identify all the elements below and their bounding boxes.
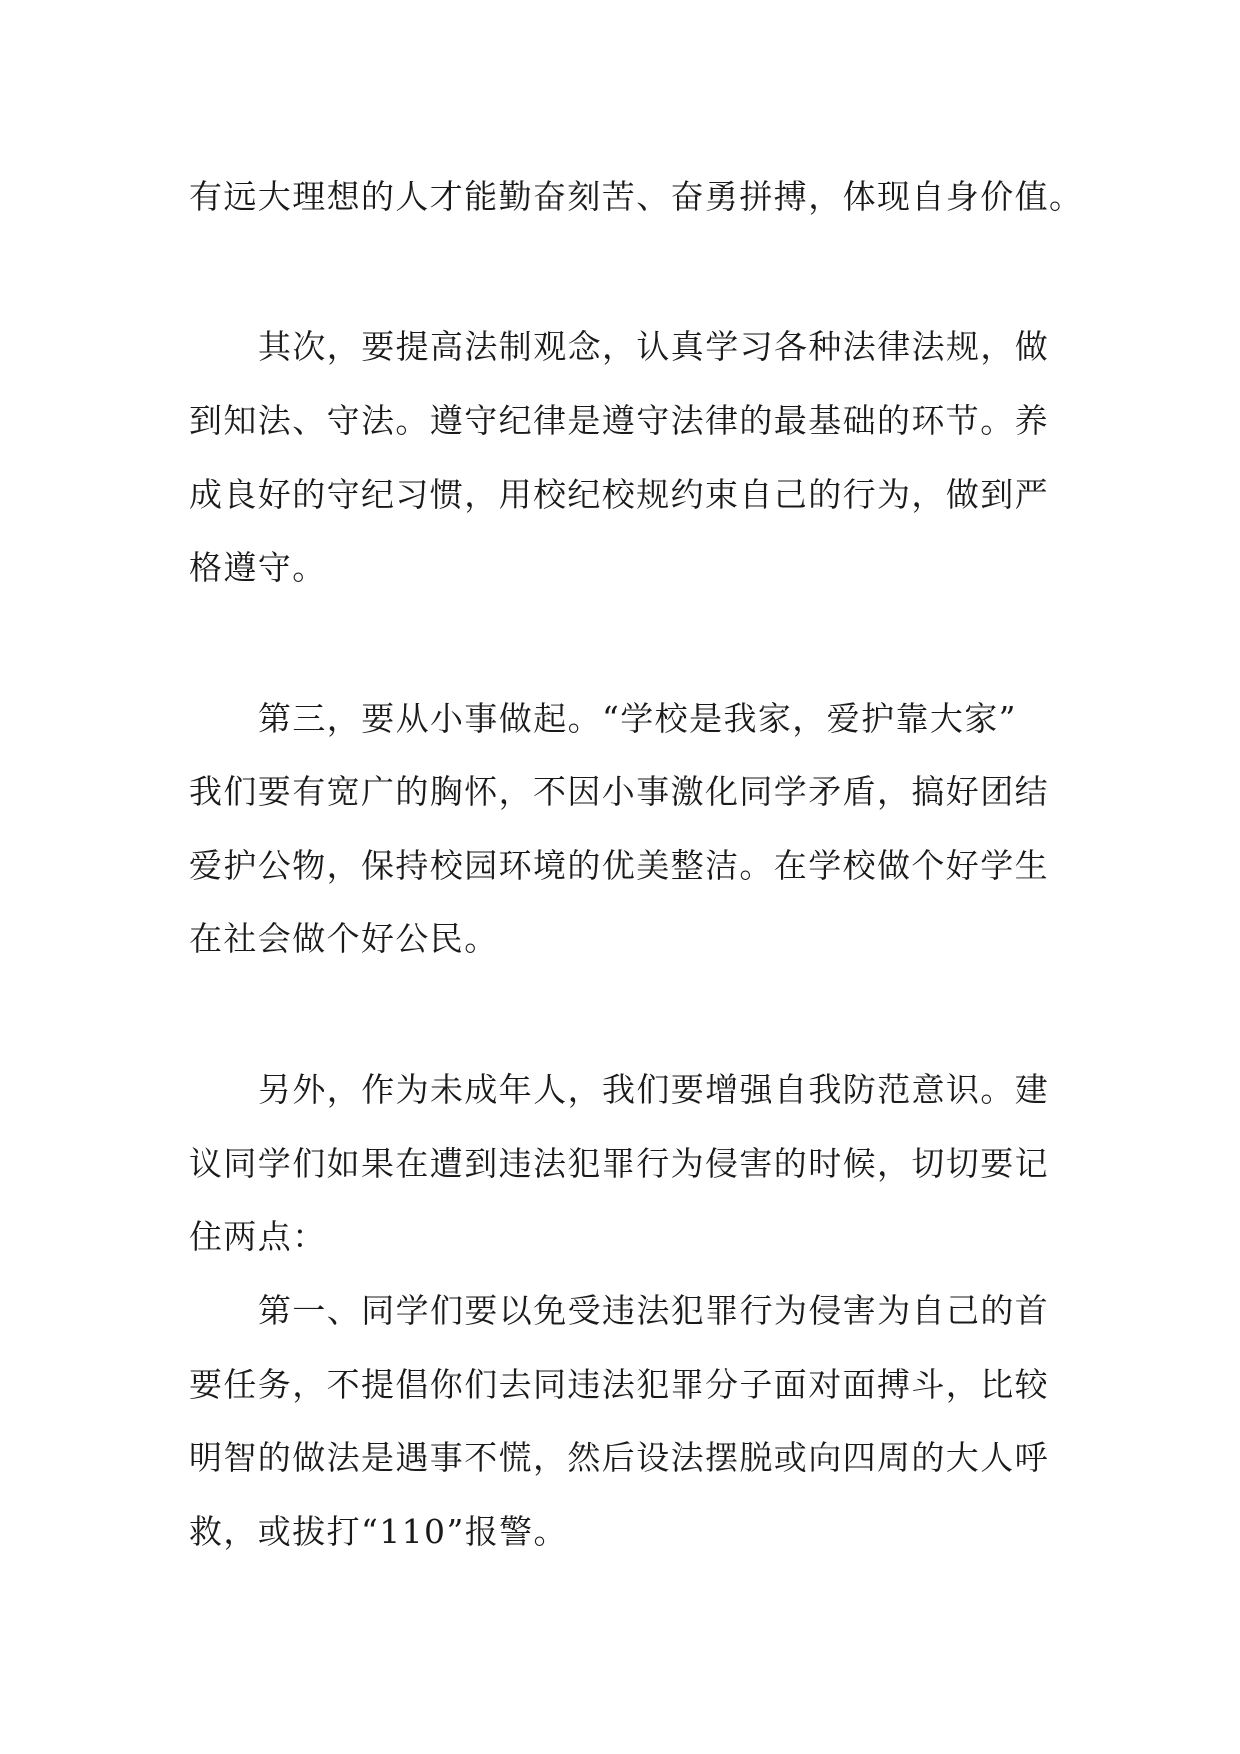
- paragraph-3-line-1: 第三，要从小事做起。“学校是我家，爱护靠大家”: [258, 699, 1017, 738]
- paragraph-2-line-2: 到知法、守法。遵守纪律是遵守法律的最基础的环节。养: [189, 401, 1049, 440]
- paragraph-3-line-3: 爱护公物，保持校园环境的优美整洁。在学校做个好学生: [189, 846, 1049, 885]
- paragraph-5-line-2: 要任务，不提倡你们去同违法犯罪分子面对面搏斗，比较: [189, 1365, 1049, 1404]
- paragraph-2-line-1: 其次，要提高法制观念，认真学习各种法律法规，做: [258, 327, 1050, 366]
- paragraph-4-line-1: 另外，作为未成年人，我们要增强自我防范意识。建: [258, 1070, 1050, 1109]
- paragraph-3-line-2: 我们要有宽广的胸怀，不因小事激化同学矛盾，搞好团结: [189, 772, 1049, 811]
- paragraph-2-line-4: 格遵守。: [189, 548, 327, 587]
- paragraph-5-line-3: 明智的做法是遇事不慌，然后设法摆脱或向四周的大人呼: [189, 1438, 1049, 1477]
- paragraph-5-line-1: 第一、同学们要以免受违法犯罪行为侵害为自己的首: [258, 1291, 1050, 1330]
- paragraph-1-line-1: 有远大理想的人才能勤奋刻苦、奋勇拼搏，体现自身价值。: [189, 177, 1084, 216]
- paragraph-4-line-2: 议同学们如果在遭到违法犯罪行为侵害的时候，切切要记: [189, 1144, 1049, 1183]
- paragraph-4-line-3: 住两点：: [189, 1217, 327, 1256]
- paragraph-3-line-4: 在社会做个好公民。: [189, 919, 499, 958]
- paragraph-5-line-4: 救，或拔打“110”报警。: [189, 1512, 568, 1551]
- paragraph-2-line-3: 成良好的守纪习惯，用校纪校规约束自己的行为，做到严: [189, 475, 1049, 514]
